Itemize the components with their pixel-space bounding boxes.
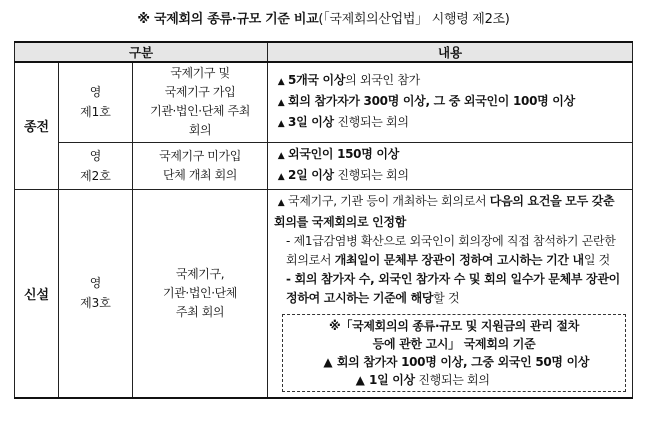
notice-item bbox=[289, 353, 619, 371]
criteria-bold: 회의 참가자가 300명 이상, 그 중 외국인이 100명 이상 bbox=[288, 93, 575, 108]
table-header-row bbox=[15, 42, 633, 62]
notice-text: 회의 참가자 100명 이상, 그중 외국인 50명 이상 bbox=[336, 354, 590, 369]
requirement-bold: - 회의 참가자 수, 외국인 참가자 수 및 회의 일수가 문체부 장관이 정하여 고시하는 기준에 해당 bbox=[286, 271, 620, 305]
document-title bbox=[0, 8, 647, 27]
organizer-cell bbox=[133, 142, 268, 189]
requirement-tail: 할 것 bbox=[433, 290, 460, 305]
title-main: ※ 국제회의 종류·규모 기준 비교 bbox=[137, 12, 319, 27]
clause-label: 영 bbox=[89, 148, 102, 163]
table-row bbox=[15, 62, 633, 142]
category-previous: 종전 bbox=[15, 62, 59, 189]
content-cell bbox=[268, 62, 633, 142]
requirement-text: - 제1급감염병 확산으로 외국인이 회의장에 직접 참석하기 곤란한 회의로서 bbox=[286, 233, 616, 267]
header-content: 내용 bbox=[268, 42, 633, 62]
requirement-item bbox=[274, 270, 626, 308]
triangle-bullet-icon: ▲ bbox=[277, 150, 285, 161]
organizer-line: 국제기구 미가입 bbox=[159, 148, 241, 163]
criteria-item bbox=[274, 71, 626, 92]
notice-title: 등에 관한 고시」 국제회의 기준 bbox=[372, 336, 536, 351]
organizer-cell bbox=[133, 62, 268, 142]
notice-title: ※「국제회의의 종류·규모 및 지원금의 관리 절차 bbox=[329, 318, 580, 333]
notice-text: 진행되는 회의 bbox=[414, 372, 490, 387]
criteria-bold: 3일 이상 bbox=[288, 114, 334, 129]
organizer-line: 기관·법인·단체 주최 bbox=[150, 104, 250, 119]
organizer-line: 국제기구 가입 bbox=[164, 85, 236, 100]
organizer-line: 국제기구, bbox=[175, 266, 225, 281]
content-cell bbox=[268, 189, 633, 398]
criteria-bold: 2일 이상 bbox=[288, 167, 334, 182]
clause-cell bbox=[59, 62, 133, 142]
requirement-tail: 일 것 bbox=[583, 252, 610, 267]
organizer-line: 기관·법인·단체 bbox=[163, 285, 237, 300]
organizer-line: 국제기구 및 bbox=[170, 66, 230, 81]
criteria-item bbox=[274, 92, 626, 113]
category-new: 신설 bbox=[15, 189, 59, 398]
clause-number: 제3호 bbox=[80, 296, 111, 310]
triangle-bullet-icon: ▲ bbox=[277, 118, 285, 129]
requirement-item bbox=[274, 232, 626, 270]
clause-label: 영 bbox=[89, 85, 102, 100]
intro-paragraph bbox=[274, 192, 626, 232]
triangle-bullet-icon: ▲ bbox=[277, 171, 285, 182]
organizer-line: 주최 회의 bbox=[175, 304, 225, 319]
triangle-bullet-icon: ▲ bbox=[277, 97, 285, 108]
organizer-line: 회의 bbox=[188, 123, 212, 138]
notice-bold: 1일 이상 bbox=[369, 372, 415, 387]
requirement-bold: 개최일이 문체부 장관이 정하여 고시하는 기간 내 bbox=[334, 252, 584, 267]
criteria-item bbox=[274, 145, 626, 166]
clause-number: 제2호 bbox=[80, 168, 111, 183]
notice-item bbox=[289, 371, 619, 389]
table-row bbox=[15, 189, 633, 398]
triangle-bullet-icon: ▲ bbox=[323, 354, 333, 369]
criteria-text: 진행되는 회의 bbox=[333, 114, 409, 129]
criteria-bold: 5개국 이상 bbox=[288, 72, 346, 87]
intro-text: 국제기구, 기관 등이 개최하는 회의로서 bbox=[288, 193, 490, 208]
triangle-bullet-icon: ▲ bbox=[355, 372, 365, 387]
intro-bold: 다음의 요건을 모두 갖춘 회의 bbox=[274, 193, 615, 229]
notice-box bbox=[282, 314, 626, 392]
clause-cell bbox=[59, 189, 133, 398]
clause-label: 영 bbox=[89, 276, 102, 290]
triangle-bullet-icon: ▲ bbox=[277, 76, 285, 87]
organizer-cell bbox=[133, 189, 268, 398]
content-cell bbox=[268, 142, 633, 189]
title-law-reference: (「국제회의산업법」 시행령 제2조) bbox=[318, 12, 510, 27]
triangle-bullet-icon: ▲ bbox=[277, 197, 285, 208]
clause-cell bbox=[59, 142, 133, 189]
clause-number: 제1호 bbox=[80, 105, 111, 120]
criteria-item bbox=[274, 166, 626, 187]
criteria-item bbox=[274, 113, 626, 134]
table-row bbox=[15, 142, 633, 189]
criteria-text: 의 외국인 참가 bbox=[345, 72, 420, 87]
comparison-table bbox=[14, 41, 633, 399]
organizer-line: 단체 개최 회의 bbox=[163, 167, 237, 182]
header-category: 구분 bbox=[15, 42, 268, 62]
criteria-bold: 외국인이 150명 이상 bbox=[288, 146, 399, 161]
criteria-text: 진행되는 회의 bbox=[333, 167, 409, 182]
intro-tail: 를 국제회의로 인정함 bbox=[296, 214, 407, 229]
